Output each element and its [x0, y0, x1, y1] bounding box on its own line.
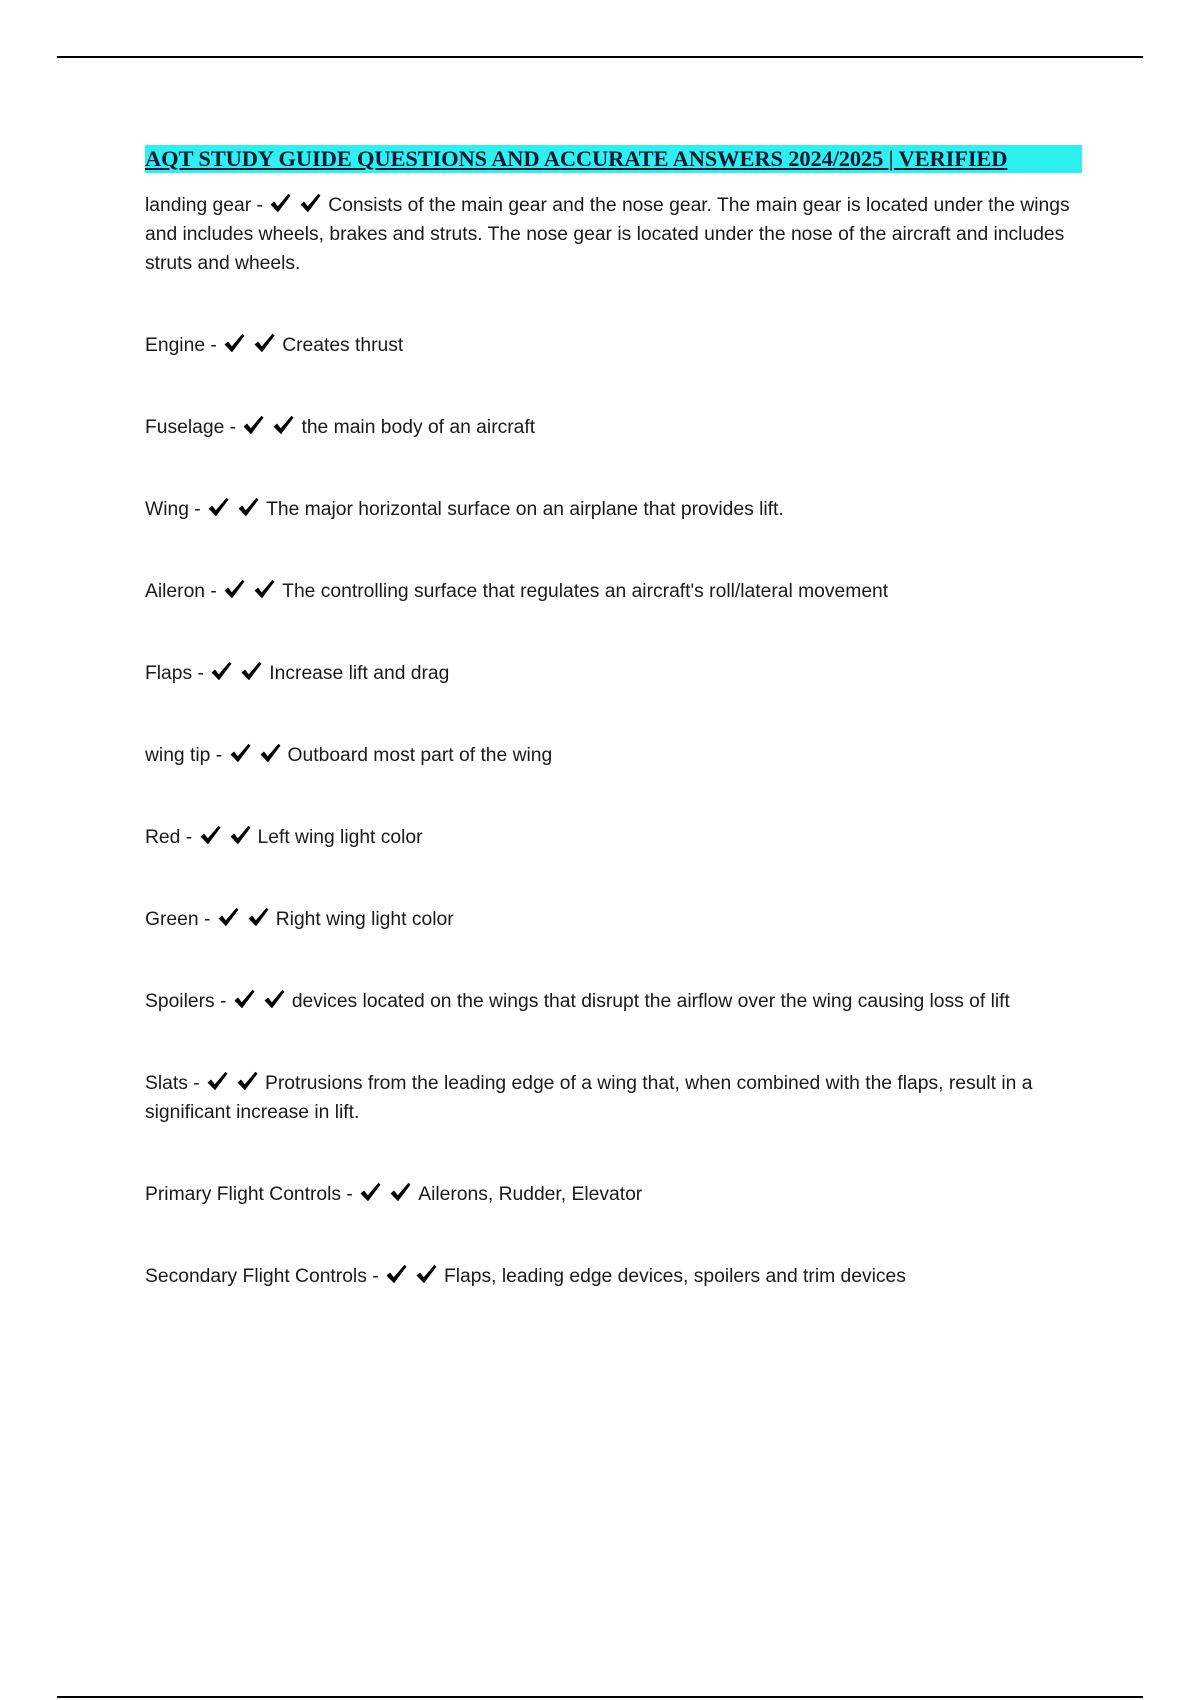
entry-separator: -	[341, 1184, 359, 1205]
entry-definition: The controlling surface that regulates an aircraft's roll/lateral movement	[282, 581, 889, 602]
entry-term: landing gear	[145, 195, 252, 216]
check-icon	[388, 1181, 412, 1203]
entry-definition: Right wing light color	[275, 909, 454, 930]
check-icon	[228, 824, 252, 846]
check-icon	[252, 578, 276, 600]
entry-term: Red	[145, 827, 181, 848]
check-icon	[252, 332, 276, 354]
entry-definition: Increase lift and drag	[269, 663, 450, 684]
check-icon	[222, 332, 246, 354]
check-icon	[241, 414, 265, 436]
check-icon	[232, 988, 256, 1010]
entry-term: Secondary Flight Controls	[145, 1266, 367, 1287]
list-item	[145, 495, 1085, 524]
check-icon	[298, 192, 322, 214]
entry-term: Wing	[145, 499, 189, 520]
entry-separator: -	[205, 581, 223, 602]
entry-term: Flaps	[145, 663, 193, 684]
entry-separator: -	[198, 909, 216, 930]
entry-separator: -	[251, 195, 269, 216]
entry-separator: -	[214, 991, 232, 1012]
entry-term: Green	[145, 909, 199, 930]
entry-definition: Left wing light color	[257, 827, 423, 848]
check-icon	[262, 988, 286, 1010]
entry-term: Slats	[145, 1073, 188, 1094]
entry-definition: devices located on the wings that disrupt the airflow over the wing causing loss of lift	[291, 991, 1010, 1012]
entry-definition: The major horizontal surface on an airplane that provides lift.	[266, 499, 784, 520]
check-icon	[222, 578, 246, 600]
check-icon	[384, 1263, 408, 1285]
entry-term: Fuselage	[145, 417, 225, 438]
list-item	[145, 331, 1085, 360]
check-icon	[228, 742, 252, 764]
check-icon	[205, 1070, 229, 1092]
check-icon	[216, 906, 240, 928]
entry-separator: -	[210, 745, 228, 766]
entry-definition: Ailerons, Rudder, Elevator	[418, 1184, 643, 1205]
check-icon	[414, 1263, 438, 1285]
list-item	[145, 823, 1085, 852]
entry-term: Engine	[145, 335, 206, 356]
list-item	[145, 1180, 1085, 1209]
entry-separator: -	[188, 499, 207, 520]
entry-separator: -	[187, 1073, 206, 1094]
title-highlight	[145, 145, 1082, 173]
entry-separator: -	[180, 827, 198, 848]
entry-term: Aileron	[145, 581, 206, 602]
list-item	[145, 1069, 1085, 1127]
entry-term: Spoilers	[145, 991, 215, 1012]
entry-definition: Consists of the main gear and the nose gear. The main gear is located under the wings and includes wheels, brakes and struts. The nose gear is located under the nose of the aircraft and includes struts and wheels.	[145, 195, 1070, 274]
check-icon	[258, 742, 282, 764]
check-icon	[268, 192, 292, 214]
check-icon	[246, 906, 270, 928]
footer-rule	[57, 1696, 1143, 1698]
check-icon	[271, 414, 295, 436]
entry-definition: Flaps, leading edge devices, spoilers and trim devices	[443, 1266, 906, 1287]
entry-definition: Protrusions from the leading edge of a wing that, when combined with the flaps, result in a significant increase in lift.	[145, 1073, 1033, 1123]
check-icon	[206, 496, 230, 518]
list-item	[145, 987, 1085, 1016]
list-item	[145, 1262, 1085, 1291]
entry-definition: the main body of an aircraft	[301, 417, 536, 438]
document-title: AQT STUDY GUIDE QUESTIONS AND ACCURATE ANSWERS 2024/2025 | VERIFIED	[145, 146, 1008, 171]
list-item	[145, 741, 1085, 770]
entry-definition: Outboard most part of the wing	[287, 745, 553, 766]
list-item	[145, 659, 1085, 688]
check-icon	[236, 496, 260, 518]
check-icon	[358, 1181, 382, 1203]
check-icon	[235, 1070, 259, 1092]
header-rule	[57, 56, 1143, 58]
entry-separator: -	[192, 663, 210, 684]
list-item	[145, 577, 1085, 606]
entry-definition: Creates thrust	[282, 335, 404, 356]
check-icon	[209, 660, 233, 682]
entry-term: Primary Flight Controls	[145, 1184, 342, 1205]
check-icon	[239, 660, 263, 682]
entry-term: wing tip	[145, 745, 211, 766]
check-icon	[198, 824, 222, 846]
list-item	[145, 413, 1085, 442]
entry-separator: -	[366, 1266, 384, 1287]
entry-separator: -	[224, 417, 242, 438]
entry-separator: -	[205, 335, 223, 356]
list-item	[145, 905, 1085, 934]
list-item	[145, 191, 1085, 278]
